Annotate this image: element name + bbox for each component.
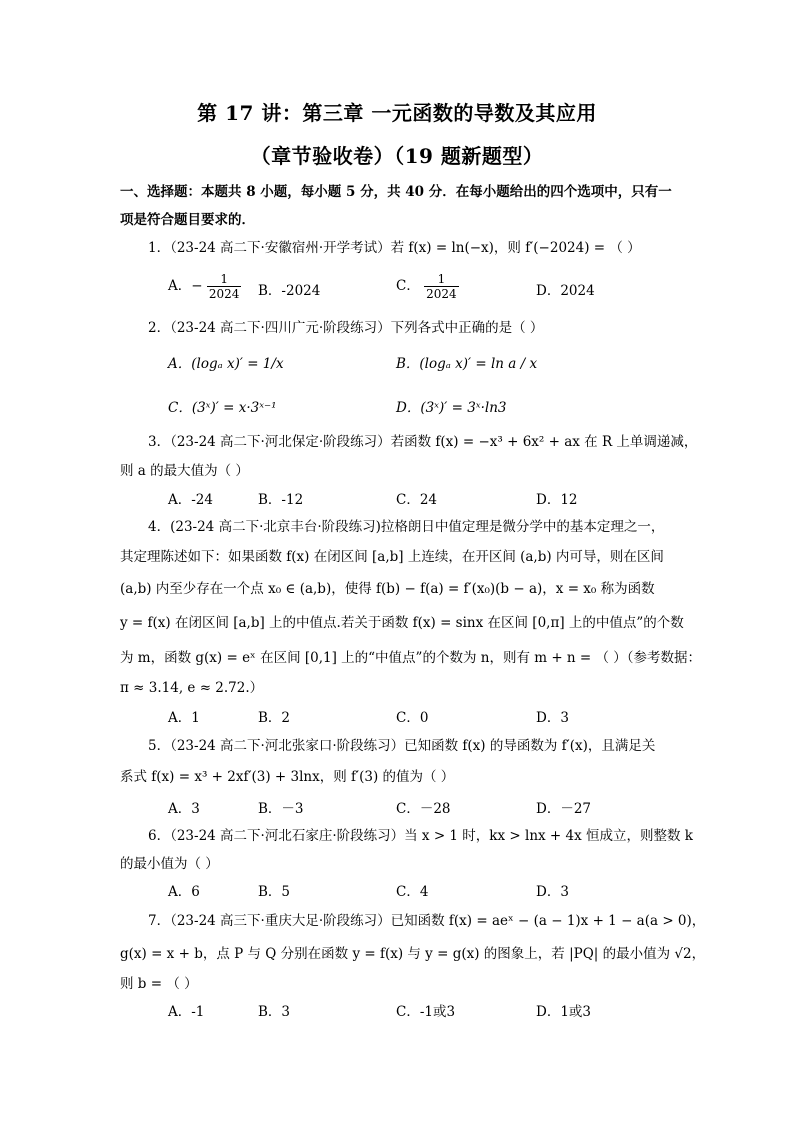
question-4-stem-line-4: y = f(x) 在闭区间 [a,b] 上的中值点.若关于函数 f(x) = sinx 在区间 [0,π] 上的中值点”的个数 xyxy=(120,615,684,631)
question-7-stem-line-3: 则 b = （ ） xyxy=(120,976,198,992)
question-6-stem-line-2: 的最小值为（ ） xyxy=(120,856,219,872)
question-1-option-d: D．2024 xyxy=(536,283,595,299)
option-a-numerator: 1 xyxy=(207,272,242,287)
question-1-stem: 1．（23-24 高二下·安徽宿州·开学考试）若 f(x) = ln(−x)，则 f′(−2024) = （ ） xyxy=(148,240,641,256)
question-4-stem-line-6: π ≈ 3.14, e ≈ 2.72.） xyxy=(120,680,264,696)
question-4-stem-line-5: 为 m，函数 g(x) = eˣ 在区间 [0,1] 上的“中值点”的个数为 n，则有 m + n = （ ）（参考数据： xyxy=(120,650,702,666)
question-7-option-c: C．-1或3 xyxy=(396,1004,456,1020)
question-6-option-a: A．6 xyxy=(168,884,200,900)
question-7-option-b: B．3 xyxy=(258,1004,291,1020)
question-2-stem: 2．（23-24 高二下·四川广元·阶段练习）下列各式中正确的是（ ） xyxy=(148,320,544,336)
option-a-label: A．− xyxy=(168,278,203,294)
question-3-option-c: C．24 xyxy=(396,492,438,508)
question-3-option-d: D．12 xyxy=(536,492,578,508)
section-heading-line-2: 项是符合题目要求的． xyxy=(120,212,255,228)
question-4-stem-line-3: (a,b) 内至少存在一个点 x₀ ∈ (a,b)，使得 f(b) − f(a) = f′(x₀)(b − a)，x = x₀ 称为函数 xyxy=(120,581,655,597)
question-1-option-a xyxy=(168,272,241,301)
question-4-option-d: D．3 xyxy=(536,710,569,726)
question-4-option-c: C．0 xyxy=(396,710,429,726)
question-4-option-a: A．1 xyxy=(168,710,200,726)
option-c-label: C． xyxy=(396,278,420,294)
section-heading-line-1: 一、选择题：本题共 8 小题，每小题 5 分，共 40 分．在每小题给出的四个选项中，只有一 xyxy=(120,184,672,200)
question-5-option-a: A．3 xyxy=(168,801,200,817)
question-1-option-b: B．-2024 xyxy=(258,283,321,299)
question-5-option-d: D．－27 xyxy=(536,801,592,817)
question-6-option-d: D．3 xyxy=(536,884,569,900)
question-7-stem-line-2: g(x) = x + b，点 P 与 Q 分别在函数 y = f(x) 与 y = g(x) 的图象上，若 |PQ| 的最小值为 √2， xyxy=(120,946,706,962)
question-7-option-a: A．-1 xyxy=(168,1004,205,1020)
question-4-option-b: B．2 xyxy=(258,710,291,726)
section-heading xyxy=(120,178,680,234)
question-3-option-a: A．-24 xyxy=(168,492,213,508)
page-title: 第 17 讲：第三章 一元函数的导数及其应用 xyxy=(197,101,597,125)
question-2-option-b: B．(logₐ x)′ = ln a / x xyxy=(396,356,538,372)
question-2-option-c: C．(3ˣ)′ = x·3ˣ⁻¹ xyxy=(168,400,277,416)
question-1-option-c xyxy=(396,272,459,301)
question-6-option-b: B．5 xyxy=(258,884,291,900)
option-c-numerator: 1 xyxy=(424,272,459,287)
option-a-fraction xyxy=(207,272,242,301)
question-5-stem-line-2: 系式 f(x) = x³ + 2xf′(3) + 3lnx，则 f′(3) 的值为（ ） xyxy=(120,769,455,785)
question-5-option-c: C．－28 xyxy=(396,801,451,817)
question-4-stem-line-1: 4．(23-24 高二下·北京丰台·阶段练习)拉格朗日中值定理是微分学中的基本定理之一， xyxy=(148,519,665,535)
question-7-option-d: D．1或3 xyxy=(536,1004,592,1020)
question-4-stem-line-2: 其定理陈述如下：如果函数 f(x) 在闭区间 [a,b] 上连续，在开区间 (a,b) 内可导，则在区间 xyxy=(120,549,664,565)
question-2-option-a: A．(logₐ x)′ = 1/x xyxy=(168,356,284,372)
question-3-stem-line-1: 3．（23-24 高二下·河北保定·阶段练习）若函数 f(x) = −x³ + 6x² + ax 在 R 上单调递减， xyxy=(148,434,698,450)
question-6-stem-line-1: 6．（23-24 高二下·河北石家庄·阶段练习）当 x > 1 时，kx > lnx + 4x 恒成立，则整数 k xyxy=(148,828,693,844)
question-3-stem-line-2: 则 a 的最大值为（ ） xyxy=(120,463,249,479)
question-7-stem-line-1: 7．（23-24 高三下·重庆大足·阶段练习）已知函数 f(x) = aeˣ − (a − 1)x + 1 − a(a > 0)， xyxy=(148,913,706,929)
page-subtitle: （章节验收卷）（19 题新题型） xyxy=(250,144,544,168)
question-5-option-b: B．－3 xyxy=(258,801,304,817)
option-c-fraction xyxy=(424,272,459,301)
option-c-denominator: 2024 xyxy=(426,287,457,301)
question-5-stem-line-1: 5．（23-24 高二下·河北张家口·阶段练习）已知函数 f(x) 的导函数为 f′(x)，且满足关 xyxy=(148,738,656,754)
question-3-option-b: B．-12 xyxy=(258,492,304,508)
question-6-option-c: C．4 xyxy=(396,884,429,900)
option-a-denominator: 2024 xyxy=(208,287,240,301)
question-2-option-d: D．(3ˣ)′ = 3ˣ·ln3 xyxy=(396,400,507,416)
